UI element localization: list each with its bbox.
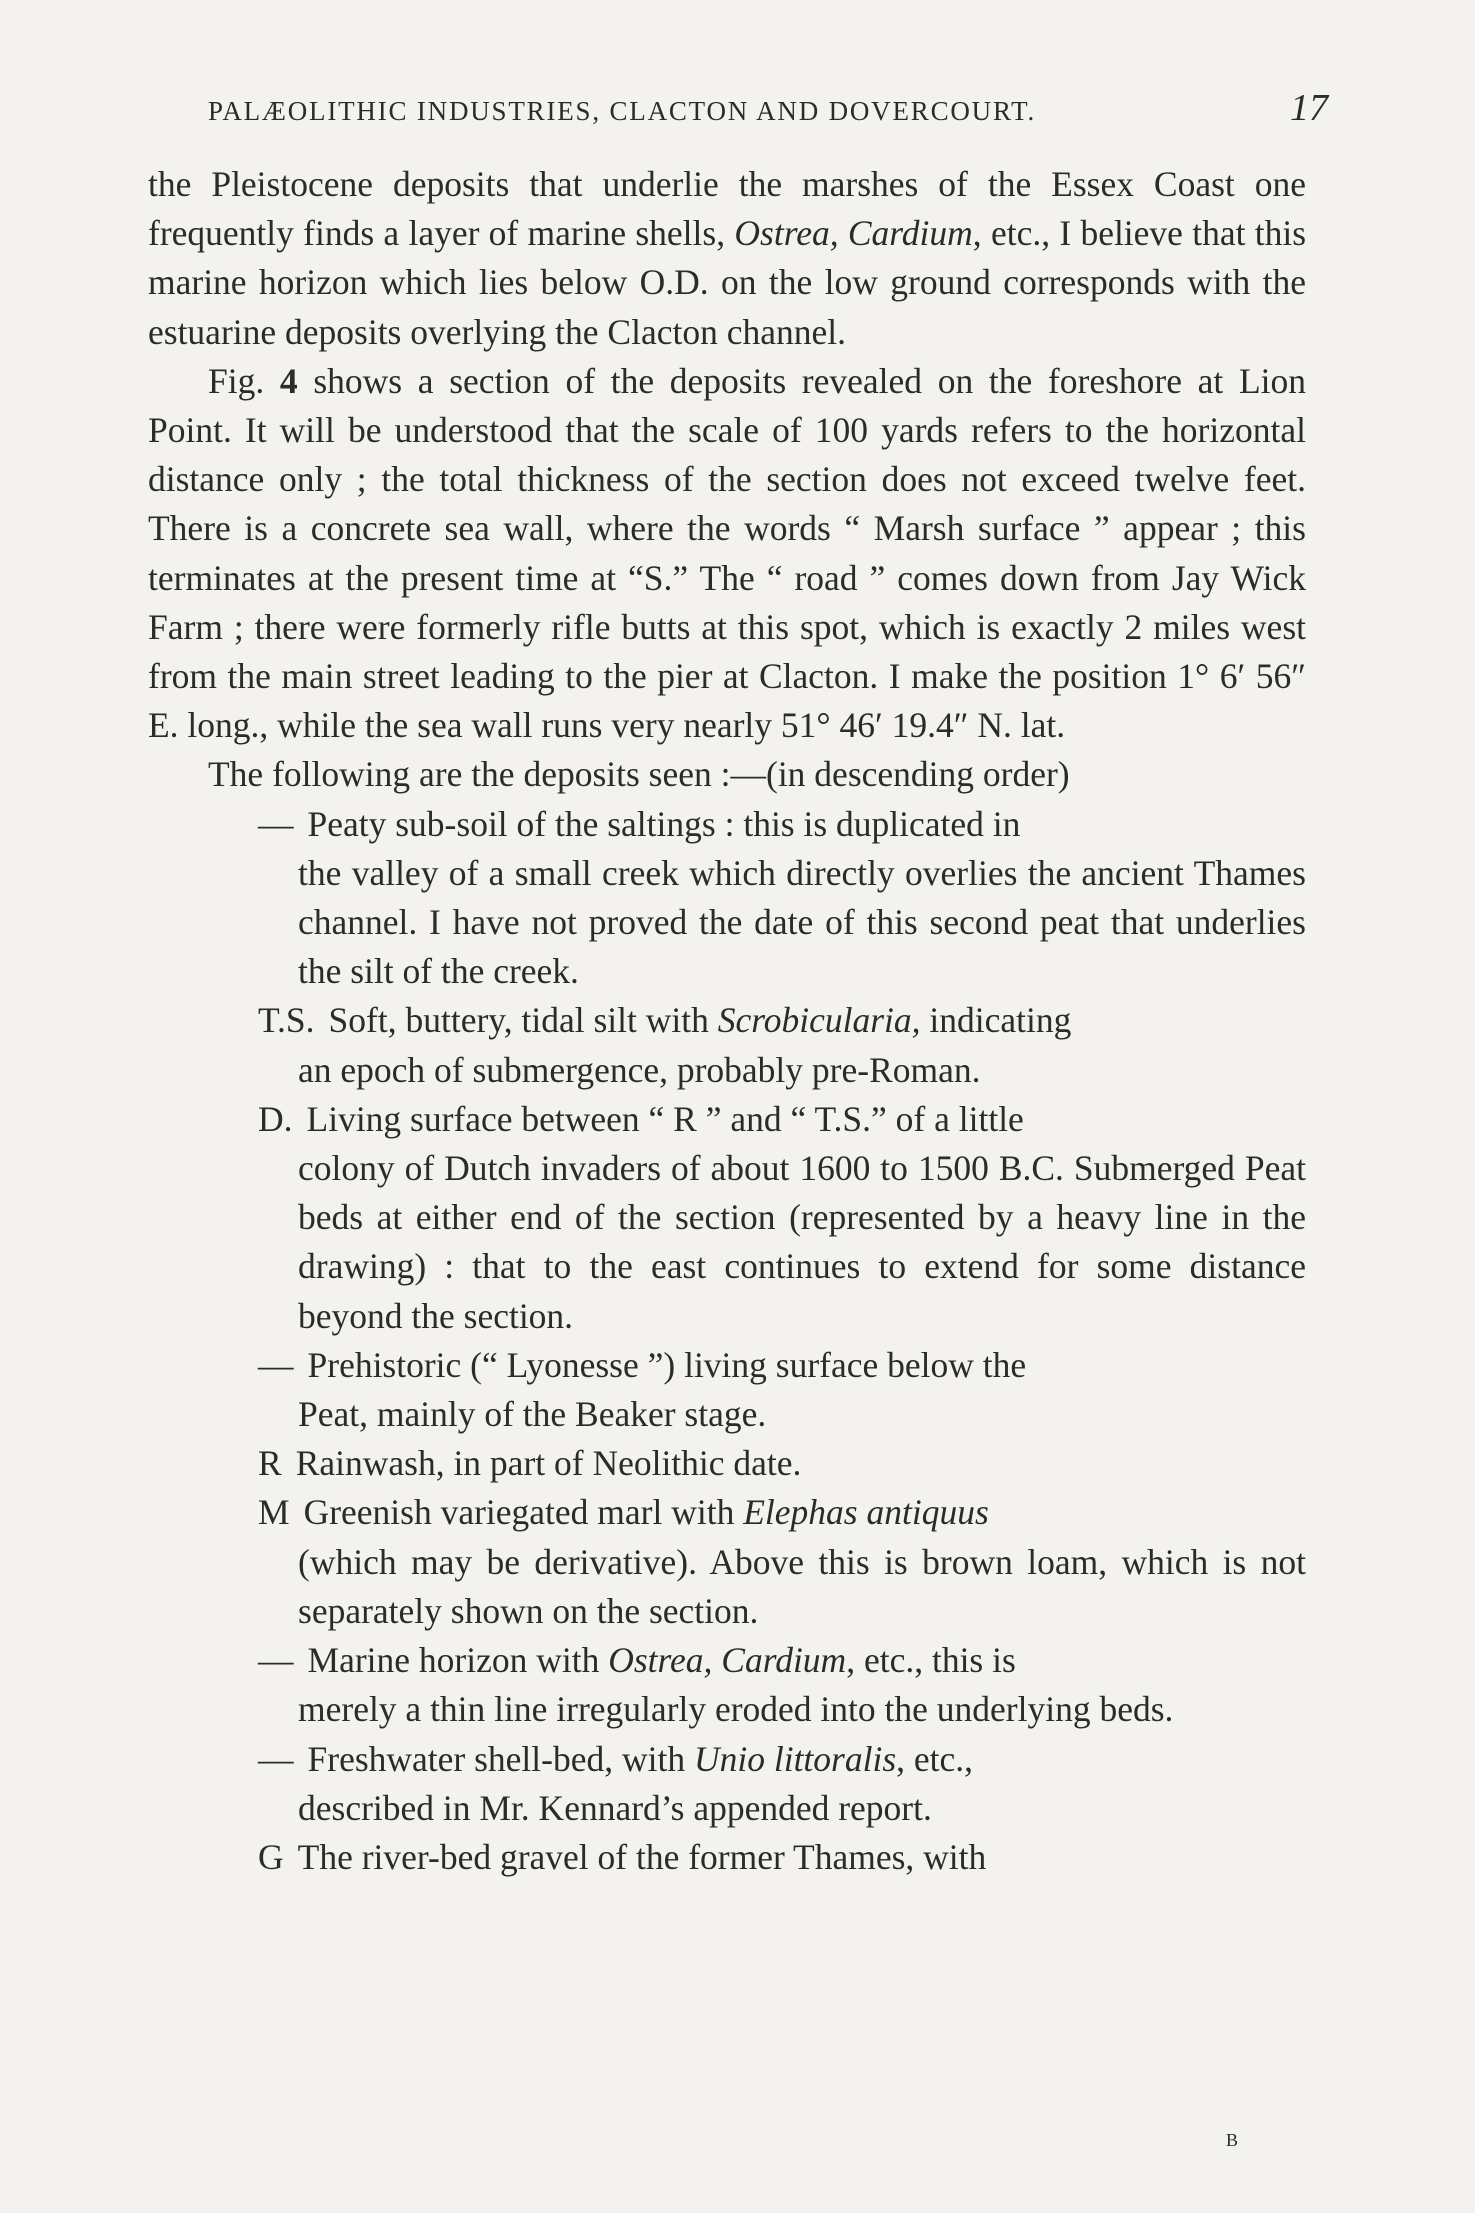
deposit-first-line	[258, 1488, 1306, 1537]
deposit-key: —	[258, 1640, 294, 1681]
deposit-list-intro: The following are the deposits seen :—(in descending order)	[208, 754, 1070, 795]
paragraph-continued: the Pleistocene deposits that underlie the marshes of the Essex Coast one frequently finds a layer of marine shells, Ostrea, Cardium, etc., I believe that this marine horizon which lies below O.D. on the low ground corresponds with the estuarine deposits overlying the Clacton channel.	[148, 164, 1307, 352]
deposit-description: Rainwash, in part of Neolithic date.	[295, 1443, 802, 1484]
deposit-item	[258, 800, 1306, 997]
deposit-continuation: (which may be derivative). Above this is brown loam, which is not separately shown on the section.	[298, 1541, 1306, 1631]
deposit-description: Prehistoric (“ Lyonesse ”) living surface below the	[307, 1344, 1027, 1385]
deposit-continuation: described in Mr. Kennard’s appended report.	[298, 1787, 932, 1828]
page-number: 17	[1290, 87, 1328, 129]
deposit-continuation: colony of Dutch invaders of about 1600 to 1500 B.C. Submerged Peat beds at either end of the section (represented by a heavy line in the drawing) : that to the east continues to extend for some distance beyond the section.	[298, 1148, 1306, 1336]
deposit-first-line	[258, 1833, 1306, 1882]
deposit-key: —	[258, 803, 294, 844]
deposit-first-line	[258, 1095, 1306, 1144]
deposit-item	[258, 1439, 1306, 1488]
deposit-first-line	[258, 1636, 1306, 1685]
deposit-item	[258, 1488, 1306, 1636]
deposit-continuation: Peat, mainly of the Beaker stage.	[298, 1394, 767, 1435]
running-title: PALÆOLITHIC INDUSTRIES, CLACTON AND DOVERCOURT.	[208, 96, 1037, 126]
deposit-item	[258, 1636, 1306, 1734]
deposit-description: Marine horizon with Ostrea, Cardium, etc., this is	[307, 1640, 1016, 1681]
deposit-description: Greenish variegated marl with Elephas antiquus	[303, 1492, 989, 1533]
deposit-item	[258, 1095, 1306, 1341]
deposit-key: —	[258, 1738, 294, 1779]
deposit-key: R	[258, 1443, 282, 1484]
deposit-item	[258, 1833, 1306, 1882]
main-text	[148, 160, 1306, 1882]
deposit-key: D.	[258, 1098, 293, 1139]
deposit-description: Freshwater shell-bed, with Unio littoralis, etc.,	[307, 1738, 974, 1779]
deposit-description: Living surface between “ R ” and “ T.S.” of a little	[306, 1098, 1024, 1139]
deposit-first-line	[258, 1735, 1306, 1784]
deposit-item	[258, 1341, 1306, 1439]
deposit-list	[148, 800, 1306, 1882]
deposit-continuation: the valley of a small creek which directly overlies the ancient Thames channel. I have not proved the date of this second peat that underlies the silt of the creek.	[298, 852, 1306, 992]
deposit-description: Soft, buttery, tidal silt with Scrobicularia, indicating	[328, 1000, 1072, 1041]
deposit-key: M	[258, 1492, 290, 1533]
deposit-key: T.S.	[258, 1000, 315, 1041]
running-header	[208, 86, 1328, 130]
signature-mark: B	[1226, 2130, 1240, 2150]
deposit-key: —	[258, 1344, 294, 1385]
deposit-first-line	[258, 996, 1306, 1045]
paragraph-fig4: Fig. 4 shows a section of the deposits revealed on the foreshore at Lion Point. It will be understood that the scale of 100 yards refers to the horizontal distance only ; the total thickness of the section does not exceed twelve feet. There is a concrete sea wall, where the words “ Marsh surface ” appear ; this terminates at the present time at “S.” The “ road ” comes down from Jay Wick Farm ; there were formerly rifle butts at this spot, which is exactly 2 miles west from the main street leading to the pier at Clacton. I make the position 1° 6′ 56″ E. long., while the sea wall runs very nearly 51° 46′ 19.4″ N. lat.	[148, 360, 1306, 746]
deposit-first-line	[258, 1439, 1306, 1488]
deposit-first-line	[258, 1341, 1306, 1390]
deposit-continuation: merely a thin line irregularly eroded into the underlying beds.	[298, 1689, 1174, 1730]
deposit-item	[258, 1735, 1306, 1833]
deposit-first-line	[258, 800, 1306, 849]
deposit-key: G	[258, 1836, 284, 1877]
deposit-continuation: an epoch of submergence, probably pre-Roman.	[298, 1049, 981, 1090]
deposit-description: Peaty sub-soil of the saltings : this is duplicated in	[307, 803, 1021, 844]
deposit-description: The river-bed gravel of the former Thames, with	[297, 1836, 987, 1877]
deposit-item	[258, 996, 1306, 1094]
